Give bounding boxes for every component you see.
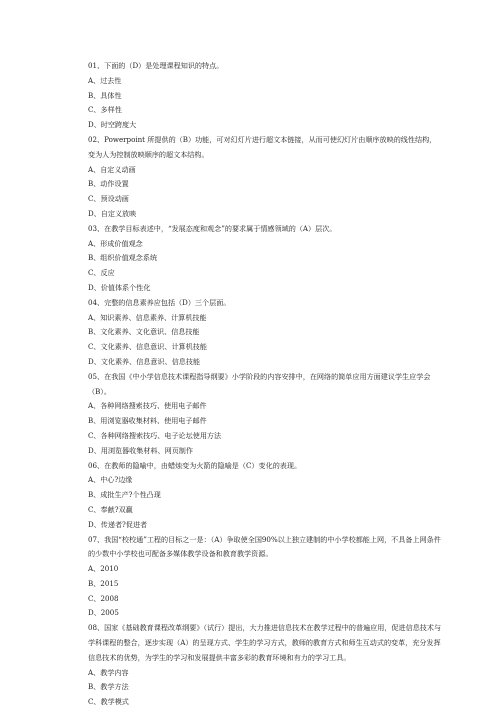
option-c: C、多样性 [88, 105, 122, 115]
option-d: D、用浏览器收集材料、网页制作 [88, 445, 193, 455]
option-a: A、各种网络搜索技巧、使用电子邮件 [88, 401, 207, 411]
option-d: D、时空跨度大 [88, 120, 137, 130]
question-01 [88, 59, 442, 133]
question-stem: 04、完整的信息素养应包括（D）三个层面。 [88, 297, 231, 307]
question-03 [88, 222, 442, 296]
option-c: C、反应 [88, 268, 115, 278]
option-b: B、用浏览器收集材料、使用电子邮件 [88, 416, 207, 426]
option-a: A、形成价值观念 [88, 238, 143, 248]
question-06 [88, 459, 442, 533]
option-b: B、具体性 [88, 90, 122, 100]
option-d: D、自定义放映 [88, 208, 137, 218]
question-02 [88, 133, 442, 222]
question-list [88, 59, 442, 710]
option-b: B、组织价值观念系统 [88, 253, 158, 263]
option-b: B、2015 [88, 578, 119, 588]
option-d: D、2005 [88, 608, 119, 618]
option-a: A、中心?边缘 [88, 475, 133, 485]
option-d: D、价值体系个性化 [88, 282, 151, 292]
question-stem: 07、我国“校校通”工程的目标之一是：（A）争取使全国90%以上独立建制的中小学校都能上网，不具备上网条件的少数中小学校也可配备多媒体教学设备和教育教学资源。 [88, 534, 441, 559]
question-stem: 05、在我国《中小学信息技术课程指导纲要》小学阶段的内容安排中，在网络的简单应用方面建议学生应学会（B）。 [88, 371, 431, 396]
option-c: C、预设动画 [88, 194, 129, 204]
option-a: A、过去性 [88, 75, 122, 85]
option-c: C、各种网络搜索技巧、电子论坛使用方法 [88, 430, 222, 440]
option-d: D、传递者?促进者 [88, 519, 148, 529]
option-b: B、文化素养、文化意识、信息技能 [88, 327, 200, 337]
question-05 [88, 370, 442, 459]
question-stem: 01、下面的（D）是处理课程知识的特点。 [88, 61, 224, 70]
option-c: C、奉献?双赢 [88, 504, 133, 514]
question-stem: 08、国家《基础教育课程改革纲要》（试行）提出，大力推进信息技术在教学过程中的普遍应用，促进信息技术与学科课程的整合，逐步实现（A）的呈现方式、学生的学习方式，教师的教育方式和师生互动式的变革，充分发挥信息技术的优势，为学生的学习和发展提供丰富多彩的教育环境和有力的学习工具。 [88, 623, 442, 662]
option-a: A、自定义动画 [88, 164, 136, 174]
question-stem: 06、在教师的隐喻中，由蜡烛变为火箭的隐喻是（C）变化的表现。 [88, 460, 302, 470]
question-stem: 02、Powerpoint 所提供的（B）功能，可对幻灯片进行超文本链接，从而可使幻灯片由顺序放映的线性结构，变为人为控制放映顺序的超文本结构。 [88, 134, 437, 159]
option-c: C、2008 [88, 593, 119, 603]
option-a: A、2010 [88, 564, 119, 574]
question-04 [88, 296, 442, 370]
option-a: A、教学内容 [88, 667, 129, 677]
option-c: C、教学模式 [88, 697, 129, 707]
question-stem: 03、在教学目标表述中，“发展态度和观念”的要求属于情感领域的（A）层次。 [88, 223, 337, 233]
option-b: B、动作设置 [88, 179, 129, 189]
option-c: C、文化素养、信息意识、计算机技能 [88, 342, 207, 352]
question-08 [88, 621, 442, 710]
option-a: A、知识素养、信息素养、计算机技能 [88, 312, 207, 322]
option-b: B、成批生产?个性凸现 [88, 490, 161, 500]
question-07 [88, 533, 442, 622]
option-b: B、教学方法 [88, 682, 129, 692]
option-d: D、文化素养、信息意识、信息技能 [88, 356, 201, 366]
